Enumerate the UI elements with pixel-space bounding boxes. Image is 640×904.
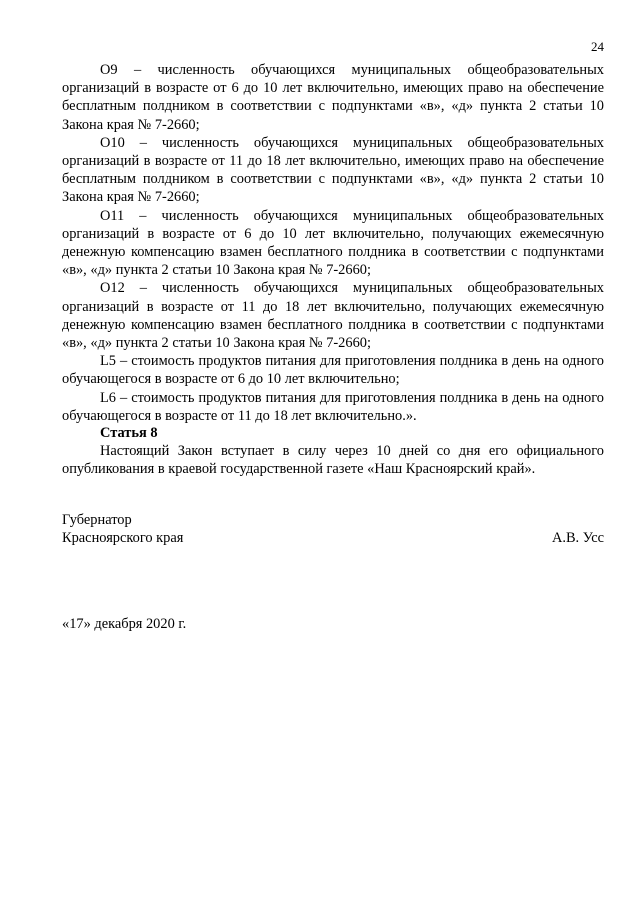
signature-block xyxy=(62,511,604,547)
definition-l6: L6 – стоимость продуктов питания для приготовления полдника в день на одного обучающегося в возрасте от 11 до 18 лет включительно.». xyxy=(62,389,604,424)
definition-o12: O12 – численность обучающихся муниципальных общеобразовательных организаций в возрасте от 11 до 18 лет включительно, получающих ежемесячную денежную компенсацию взамен бесплатного полдника в соответствии с подпунктами «в», «д» пункта 2 статьи 10 Закона края № 7-2660; xyxy=(62,280,604,352)
signatory-name: А.В. Усс xyxy=(551,530,604,547)
definition-o9: O9 – численность обучающихся муниципальных общеобразовательных организаций в возрасте от 6 до 10 лет включительно, имеющих право на обеспечение бесплатным полдником в соответствии с подпунктами «в», «д» пункта 2 статьи 10 Закона края № 7-2660; xyxy=(62,62,604,133)
definition-o11: O11 – численность обучающихся муниципальных общеобразовательных организаций в возрасте от 6 до 10 лет включительно, получающих ежемесячную денежную компенсацию взамен бесплатного полдника в соответствии с подпунктами «в», «д» пункта 2 статьи 10 Закона края № 7-2660; xyxy=(62,207,604,279)
document-date: «17» декабря 2020 г. xyxy=(62,616,187,632)
signature-row xyxy=(62,529,604,547)
article-8 xyxy=(62,424,604,479)
signatory-title-line2: Красноярского края xyxy=(62,530,184,547)
signatory-title-line1: Губернатор xyxy=(62,512,132,528)
page-number: 24 xyxy=(591,39,604,54)
article-text: Настоящий Закон вступает в силу через 10 дней со дня его официального опубликования в краевой государственной газете «Наш Красноярский край». xyxy=(62,443,604,478)
definition-o10: O10 – численность обучающихся муниципальных общеобразовательных организаций в возрасте от 11 до 18 лет включительно, имеющих право на обеспечение бесплатным полдником в соответствии с подпунктами «в», «д» пункта 2 статьи 10 Закона края № 7-2660; xyxy=(62,134,604,206)
definitions-list xyxy=(62,61,604,425)
definition-l5: L5 – стоимость продуктов питания для приготовления полдника в день на одного обучающегося в возрасте от 6 до 10 лет включительно; xyxy=(62,353,604,388)
article-heading: Статья 8 xyxy=(100,425,158,441)
